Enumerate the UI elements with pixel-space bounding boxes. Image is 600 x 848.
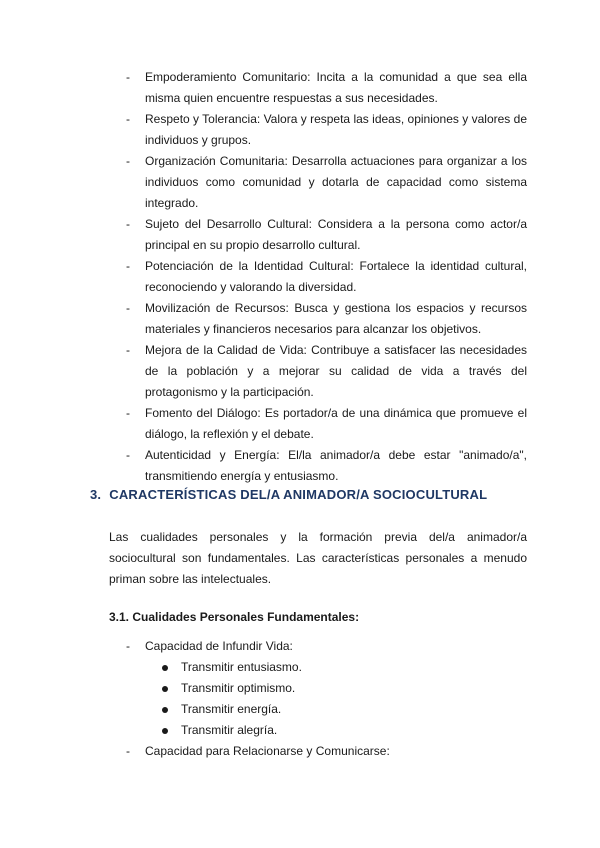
section-paragraph: Las cualidades personales y la formación previa del/a animador/a sociocultural son fundamentales. Las características personales a menudo priman sobre las intelectuales. bbox=[109, 530, 527, 586]
list-item: - Empoderamiento Comunitario: Incita a la comunidad a que sea ella misma quien encuentre respuestas a sus necesidades. bbox=[126, 70, 527, 105]
bullet-dot-icon bbox=[162, 707, 168, 713]
subsection-heading: 3.1. Cualidades Personales Fundamentales: bbox=[109, 610, 360, 624]
list-item: - Autenticidad y Energía: El/la animador/a debe estar "animado/a", transmitiendo energía y entusiasmo. bbox=[126, 448, 527, 483]
list-item: - Sujeto del Desarrollo Cultural: Considera a la persona como actor/a principal en su propio desarrollo cultural. bbox=[126, 217, 527, 252]
bullet-dot-icon bbox=[162, 665, 168, 671]
list-item: - Capacidad de Infundir Vida: bbox=[126, 639, 293, 653]
sub-list-item: Transmitir energía. bbox=[0, 699, 600, 720]
section-heading bbox=[90, 487, 487, 502]
list-item: - Mejora de la Calidad de Vida: Contribuye a satisfacer las necesidades de la población y a mejorar su calidad de vida a través del protagonismo y la participación. bbox=[126, 343, 527, 399]
bullet-dot-icon bbox=[162, 686, 168, 692]
list-item: - Fomento del Diálogo: Es portador/a de una dinámica que promueve el diálogo, la reflexión y el debate. bbox=[126, 406, 527, 441]
list-item: - Movilización de Recursos: Busca y gestiona los espacios y recursos materiales y financieros necesarios para alcanzar los objetivos. bbox=[126, 301, 527, 336]
list-item: - Capacidad para Relacionarse y Comunicarse: bbox=[126, 744, 390, 758]
bullet-dot-icon bbox=[162, 728, 168, 734]
bullet-list bbox=[0, 67, 600, 487]
qualities-list bbox=[0, 636, 600, 762]
sub-list-item: Transmitir optimismo. bbox=[0, 678, 600, 699]
list-item: - Organización Comunitaria: Desarrolla actuaciones para organizar a los individuos como comunidad y dotarla de capacidad como sistema integrado. bbox=[126, 154, 527, 210]
section-title: CARACTERÍSTICAS DEL/A ANIMADOR/A SOCIOCULTURAL bbox=[109, 487, 488, 502]
section-number: 3. bbox=[90, 487, 102, 502]
sub-list-item: Transmitir alegría. bbox=[0, 720, 600, 741]
sub-list-item: Transmitir entusiasmo. bbox=[0, 657, 600, 678]
list-item: - Respeto y Tolerancia: Valora y respeta las ideas, opiniones y valores de individuos y grupos. bbox=[126, 112, 527, 147]
list-item: - Potenciación de la Identidad Cultural: Fortalece la identidad cultural, reconociendo y valorando la diversidad. bbox=[126, 259, 527, 294]
